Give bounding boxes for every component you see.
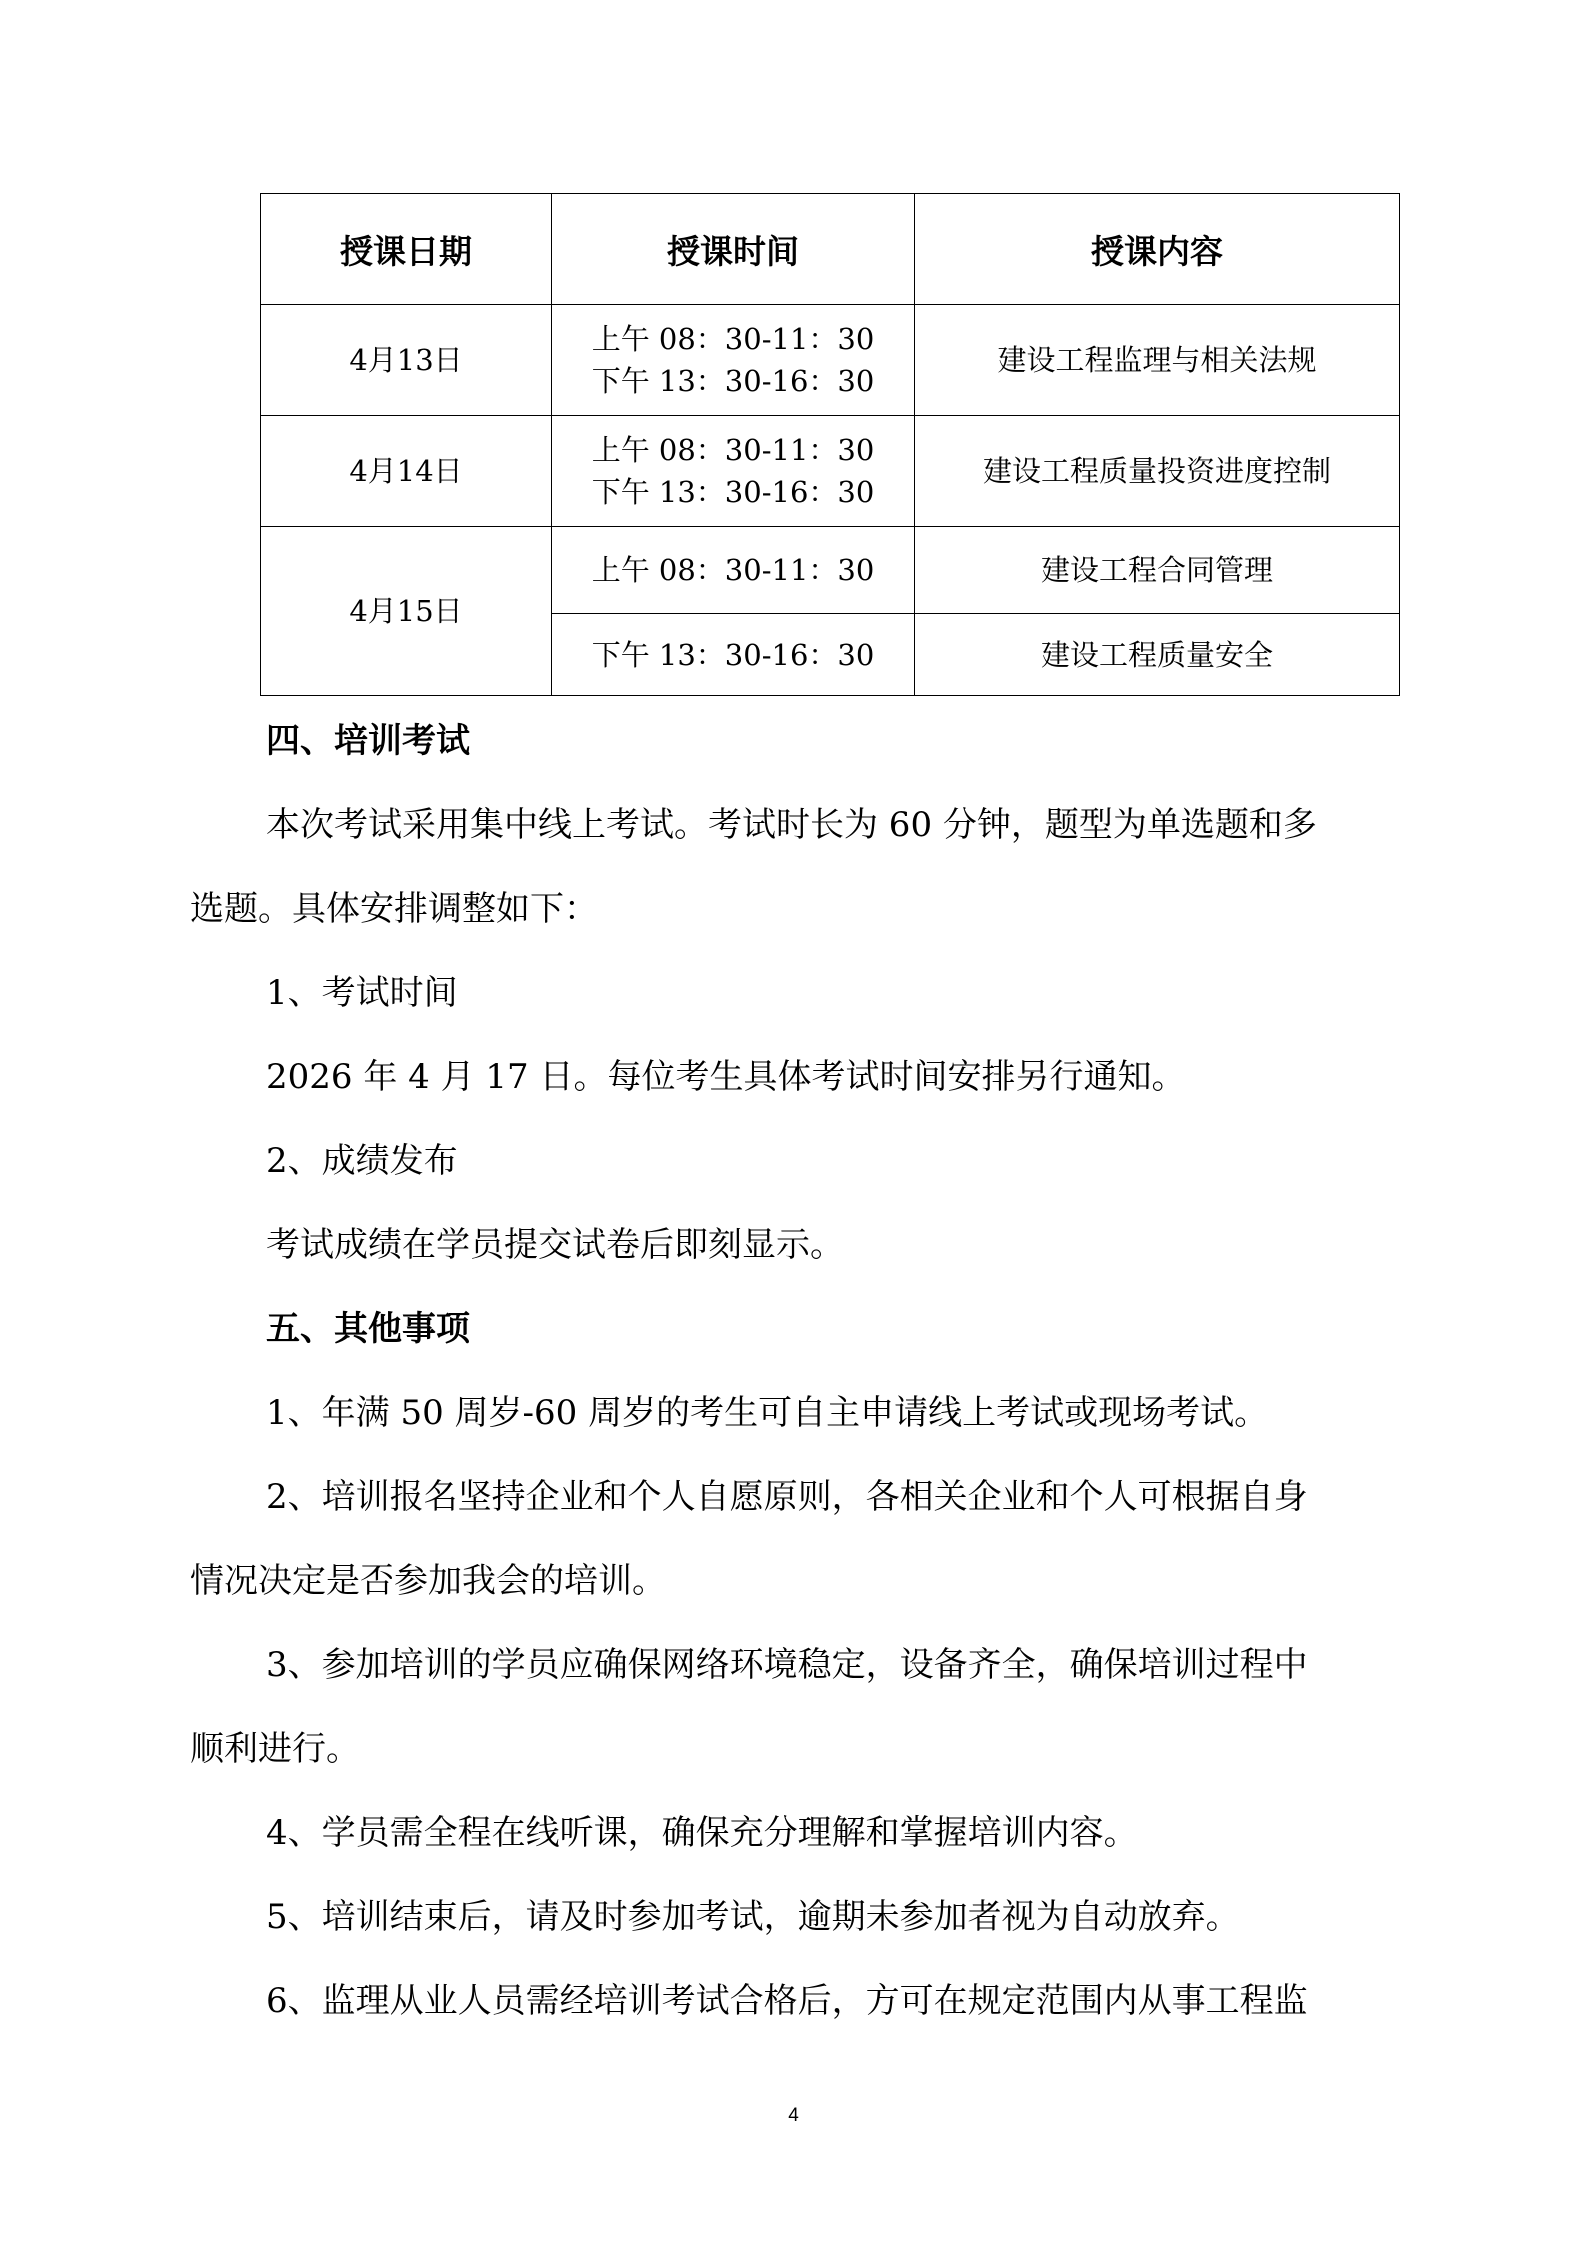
header-time: 授课时间: [552, 194, 915, 305]
page-number: 4: [788, 2105, 799, 2126]
cell-date: 4月13日: [261, 305, 552, 416]
cell-time: [552, 416, 915, 527]
table-header-row: [261, 194, 1400, 305]
paragraph: 选题。具体安排调整如下：: [190, 889, 598, 929]
cell-content: 建设工程质量安全: [915, 614, 1400, 696]
time-morning: 上午 08：30-11：30: [591, 322, 875, 356]
cell-date: 4月15日: [261, 527, 552, 696]
cell-date: 4月14日: [261, 416, 552, 527]
header-date: 授课日期: [261, 194, 552, 305]
table-row: [261, 305, 1400, 416]
cell-time: 下午 13：30-16：30: [552, 614, 915, 696]
paragraph: 本次考试采用集中线上考试。考试时长为 60 分钟，题型为单选题和多: [266, 805, 1317, 845]
cell-time: [552, 305, 915, 416]
table-row: [261, 416, 1400, 527]
header-content: 授课内容: [915, 194, 1400, 305]
cell-content: 建设工程质量投资进度控制: [915, 416, 1400, 527]
list-item: 5、培训结束后，请及时参加考试，逾期未参加者视为自动放弃。: [266, 1897, 1240, 1937]
list-item: 3、参加培训的学员应确保网络环境稳定，设备齐全，确保培训过程中: [266, 1645, 1308, 1685]
cell-content: 建设工程合同管理: [915, 527, 1400, 614]
paragraph: 2026 年 4 月 17 日。每位考生具体考试时间安排另行通知。: [266, 1057, 1186, 1097]
list-item: 4、学员需全程在线听课，确保充分理解和掌握培训内容。: [266, 1813, 1138, 1853]
list-item: 2、培训报名坚持企业和个人自愿原则，各相关企业和个人可根据自身: [266, 1477, 1308, 1517]
cell-time: 上午 08：30-11：30: [552, 527, 915, 614]
time-morning: 上午 08：30-11：30: [591, 433, 875, 467]
section-heading: 五、其他事项: [266, 1309, 470, 1349]
time-afternoon: 下午 13：30-16：30: [591, 364, 875, 398]
list-item-continued: 情况决定是否参加我会的培训。: [190, 1561, 666, 1601]
subheading: 2、成绩发布: [266, 1141, 458, 1181]
subheading: 1、考试时间: [266, 973, 458, 1013]
list-item: 6、监理从业人员需经培训考试合格后，方可在规定范围内从事工程监: [266, 1981, 1308, 2021]
cell-content: 建设工程监理与相关法规: [915, 305, 1400, 416]
table-row: [261, 527, 1400, 614]
paragraph: 考试成绩在学员提交试卷后即刻显示。: [266, 1225, 844, 1265]
list-item: 1、年满 50 周岁-60 周岁的考生可自主申请线上考试或现场考试。: [266, 1393, 1269, 1433]
time-afternoon: 下午 13：30-16：30: [591, 475, 875, 509]
list-item-continued: 顺利进行。: [190, 1729, 360, 1769]
section-heading: 四、培训考试: [266, 721, 470, 761]
schedule-table: [260, 193, 1400, 696]
